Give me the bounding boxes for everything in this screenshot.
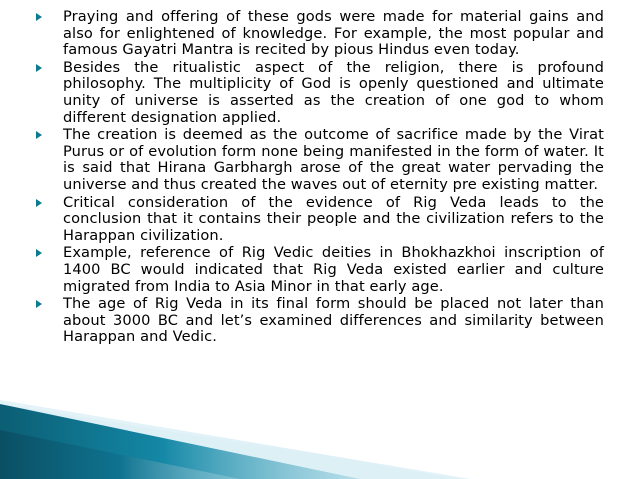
triangle-bullet-icon (36, 249, 42, 257)
bullet-text: The creation is deemed as the outcome of sacrifice made by the Virat Purus or of evolution form none being manifested in the form of water. It is said that Hirana Garbhargh arose of the great water pervading the universe and thus created the waves out of eternity pre existing matter. (63, 126, 604, 193)
triangle-bullet-icon (36, 131, 42, 139)
bullet-item-1 (36, 9, 604, 59)
bullet-text: Example, reference of Rig Vedic deities in Bhokhazkhoi inscription of 1400 BC would indicated that Rig Veda existed earlier and culture migrated from India to Asia Minor in that early age. (63, 244, 604, 295)
bullet-item-6 (36, 296, 604, 346)
triangle-bullet-icon (36, 199, 42, 207)
ribbon-band-main (0, 404, 360, 479)
triangle-bullet-icon (36, 300, 42, 308)
bullet-text: Praying and offering of these gods were made for material gains and also for enlightened of knowledge. For example, the most popular and famous Gayatri Mantra is recited by pious Hindus even today. (63, 8, 604, 59)
bullet-text: Besides the ritualistic aspect of the religion, there is profound philosophy. The multiplicity of God is openly questioned and ultimate unity of universe is asserted as the creation of one god to whom different designation applied. (63, 58, 604, 126)
ribbon-band-light (0, 400, 470, 479)
bullet-item-5 (36, 245, 604, 295)
bullet-item-4 (36, 195, 604, 245)
bullet-text: The age of Rig Veda in its final form should be placed not later than about 3000 BC and let’s examined differences and similarity between Harappan and Vedic. (63, 295, 604, 346)
bullet-list (36, 9, 604, 347)
triangle-bullet-icon (36, 64, 42, 72)
bullet-item-2 (36, 60, 604, 126)
ribbon-edge (0, 400, 470, 479)
bullet-text: Critical consideration of the evidence of Rig Veda leads to the conclusion that it contains their people and the civilization refers to the Harappan civilization. (63, 193, 604, 244)
ribbon-band-dark (0, 430, 240, 479)
bullet-item-3 (36, 127, 604, 193)
triangle-bullet-icon (36, 13, 42, 21)
